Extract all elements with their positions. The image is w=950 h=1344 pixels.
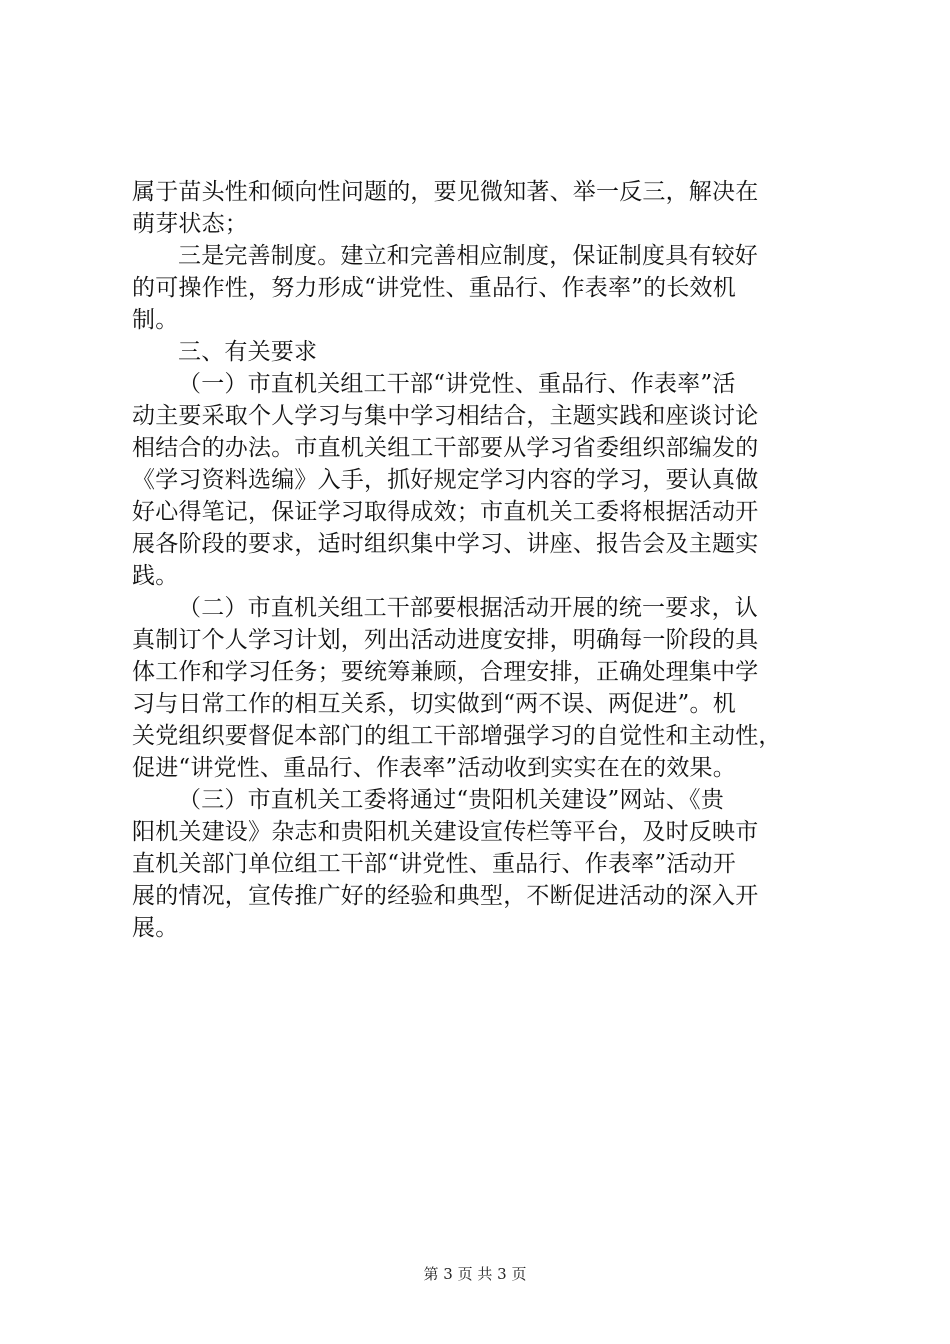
body-text-line: 《学习资料选编》入手，抓好规定学习内容的学习，要认真做: [132, 467, 759, 493]
body-text-line: 体工作和学习任务；要统筹兼顾，合理安排，正确处理集中学: [132, 659, 759, 685]
body-text-line: 关党组织要督促本部门的组工干部增强学习的自觉性和主动性，: [132, 723, 782, 749]
body-text-line: 萌芽状态；: [132, 211, 248, 237]
page-number-footer: 第 3 页 共 3 页: [423, 1265, 527, 1283]
body-text-line: 直机关部门单位组工干部“讲党性、重品行、作表率”活动开: [132, 851, 736, 877]
body-text-line: 展。: [132, 915, 179, 941]
section-heading: 三、有关要求: [178, 339, 318, 365]
body-text-line: 相结合的办法。市直机关组工干部要从学习省委组织部编发的: [132, 435, 759, 461]
body-text-line: 动主要采取个人学习与集中学习相结合，主题实践和座谈讨论: [132, 403, 759, 429]
body-text-line: 属于苗头性和倾向性问题的，要见微知著、举一反三，解决在: [132, 179, 759, 205]
body-text-line: 展的情况，宣传推广好的经验和典型，不断促进活动的深入开: [132, 883, 759, 909]
body-text-line: 制。: [132, 307, 179, 333]
body-text-line: 的可操作性，努力形成“讲党性、重品行、作表率”的长效机: [132, 275, 736, 301]
body-text-line: 阳机关建设》杂志和贵阳机关建设宣传栏等平台，及时反映市: [132, 819, 759, 845]
body-text-line: （三）市直机关工委将通过“贵阳机关建设”网站、《贵: [178, 787, 725, 813]
body-text-line: 真制订个人学习计划，列出活动进度安排，明确每一阶段的具: [132, 627, 759, 653]
body-text-line: 展各阶段的要求，适时组织集中学习、讲座、报告会及主题实: [132, 531, 759, 557]
body-text-line: 三是完善制度。建立和完善相应制度，保证制度具有较好: [178, 243, 758, 269]
body-text-line: 践。: [132, 563, 179, 589]
body-text-line: 促进“讲党性、重品行、作表率”活动收到实实在在的效果。: [132, 755, 736, 781]
body-text-line: （一）市直机关组工干部“讲党性、重品行、作表率”活: [178, 371, 736, 397]
body-text-line: 好心得笔记，保证学习取得成效；市直机关工委将根据活动开: [132, 499, 759, 525]
body-text-line: 习与日常工作的相互关系，切实做到“两不误、两促进”。机: [132, 691, 736, 717]
body-text-line: （二）市直机关组工干部要根据活动开展的统一要求，认: [178, 595, 758, 621]
